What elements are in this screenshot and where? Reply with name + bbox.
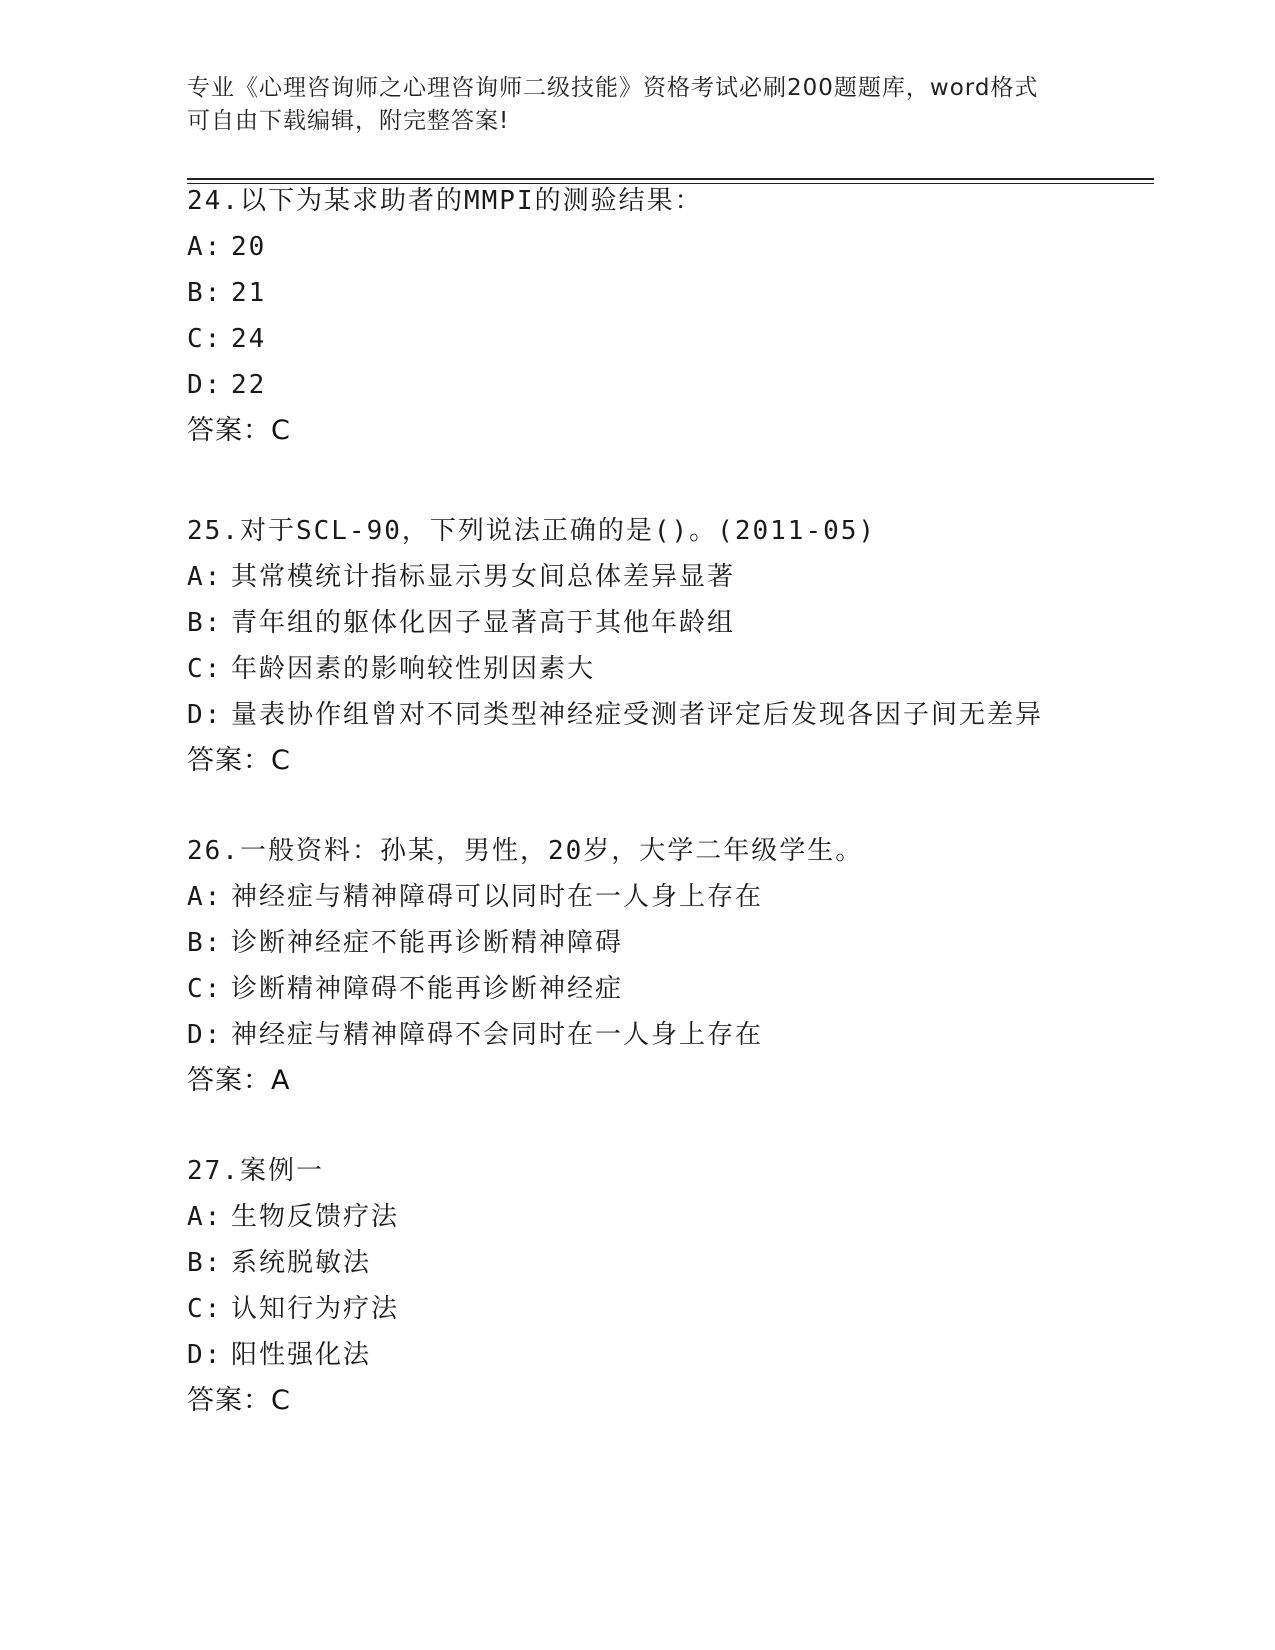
option-text: 量表协作组曾对不同类型神经症受测者评定后发现各因子间无差异 <box>231 700 1044 730</box>
option-c <box>187 966 1147 1012</box>
option-text: 神经症与精神障碍不会同时在一人身上存在 <box>231 1020 764 1050</box>
option-label: C: <box>187 654 223 684</box>
option-b <box>187 1240 1147 1286</box>
option-text: 22 <box>231 370 267 400</box>
option-text: 青年组的躯体化因子显著高于其他年龄组 <box>231 608 736 638</box>
option-label: D: <box>187 700 223 730</box>
option-text: 20 <box>231 232 267 262</box>
question-stem: 25.对于SCL-90，下列说法正确的是()。(2011-05) <box>187 516 877 546</box>
question-26 <box>187 828 1147 1104</box>
option-label: A: <box>187 1202 223 1232</box>
option-label: D: <box>187 1340 223 1370</box>
option-text: 认知行为疗法 <box>231 1294 400 1324</box>
option-label: A: <box>187 562 223 592</box>
option-label: B: <box>187 1248 223 1278</box>
option-text: 诊断精神障碍不能再诊断神经症 <box>231 974 624 1004</box>
option-b <box>187 920 1147 966</box>
option-d <box>187 1012 1147 1058</box>
question-27 <box>187 1148 1147 1424</box>
option-c <box>187 1286 1147 1332</box>
option-a <box>187 554 1147 600</box>
option-text: 神经症与精神障碍可以同时在一人身上存在 <box>231 882 764 912</box>
header-line-1: 专业《心理咨询师之心理咨询师二级技能》资格考试必刷200题题库，word格式 <box>187 75 1039 101</box>
option-text: 生物反馈疗法 <box>231 1202 400 1232</box>
option-text: 阳性强化法 <box>231 1340 372 1370</box>
option-d <box>187 362 1147 408</box>
option-text: 其常模统计指标显示男女间总体差异显著 <box>231 562 736 592</box>
option-label: B: <box>187 278 223 308</box>
option-label: C: <box>187 324 223 354</box>
option-label: D: <box>187 1020 223 1050</box>
option-text: 系统脱敏法 <box>231 1248 372 1278</box>
option-b <box>187 270 1147 316</box>
answer: 答案：C <box>187 415 291 446</box>
answer: 答案：A <box>187 1065 291 1096</box>
question-24 <box>187 178 1147 454</box>
header-line-2: 可自由下载编辑，附完整答案! <box>187 108 510 134</box>
question-stem: 26.一般资料：孙某，男性，20岁，大学二年级学生。 <box>187 836 864 866</box>
question-stem: 27.案例一 <box>187 1156 324 1186</box>
option-text: 24 <box>231 324 267 354</box>
option-d <box>187 692 1147 738</box>
question-stem: 24.以下为某求助者的MMPI的测验结果： <box>187 186 703 216</box>
option-label: B: <box>187 928 223 958</box>
option-a <box>187 1194 1147 1240</box>
answer: 答案：C <box>187 745 291 776</box>
option-text: 年龄因素的影响较性别因素大 <box>231 654 596 684</box>
option-label: A: <box>187 232 223 262</box>
option-text: 诊断神经症不能再诊断精神障碍 <box>231 928 624 958</box>
document-header <box>187 72 1087 138</box>
option-label: C: <box>187 974 223 1004</box>
question-25 <box>187 508 1147 784</box>
option-label: D: <box>187 370 223 400</box>
answer: 答案：C <box>187 1385 291 1416</box>
option-d <box>187 1332 1147 1378</box>
option-label: A: <box>187 882 223 912</box>
option-label: B: <box>187 608 223 638</box>
option-b <box>187 600 1147 646</box>
option-label: C: <box>187 1294 223 1324</box>
option-a <box>187 224 1147 270</box>
option-text: 21 <box>231 278 267 308</box>
option-c <box>187 646 1147 692</box>
option-c <box>187 316 1147 362</box>
option-a <box>187 874 1147 920</box>
